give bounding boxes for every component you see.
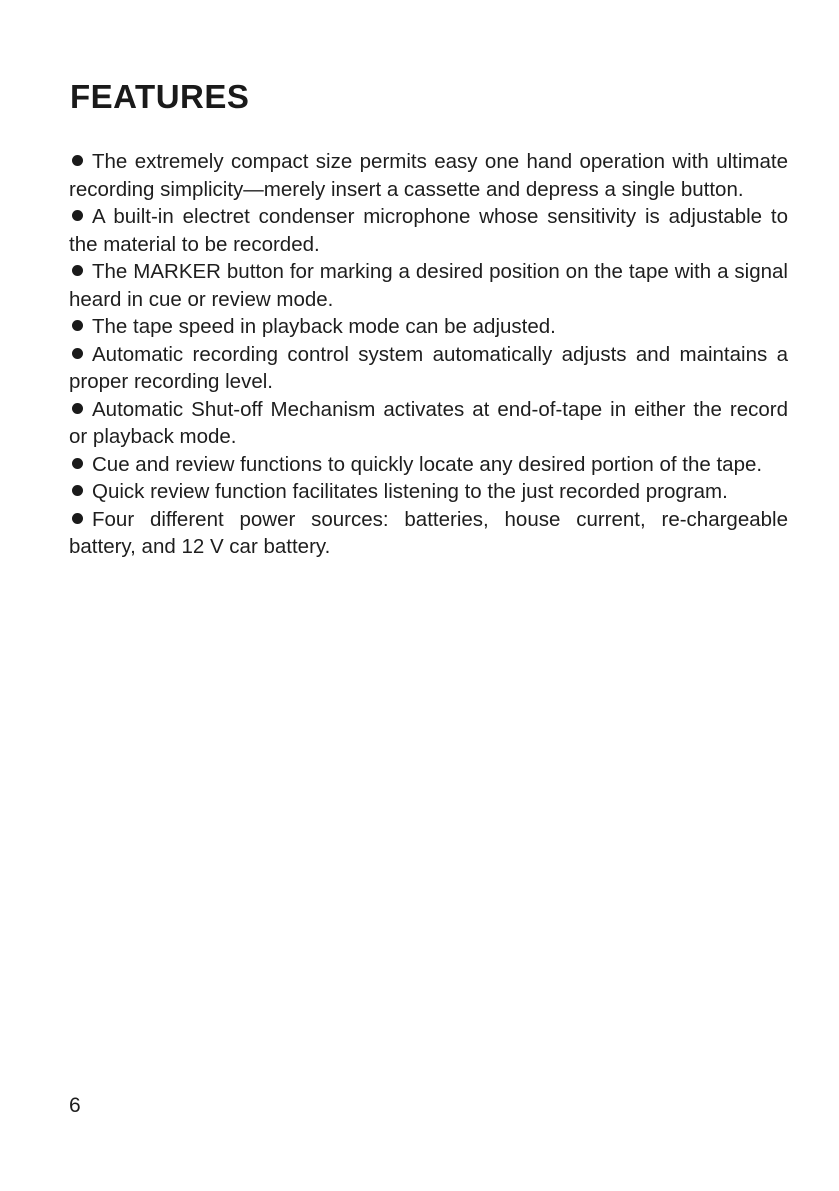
feature-text: Automatic Shut-off Mechanism activates at end-of-tape in either the record or playback mode. bbox=[69, 397, 788, 448]
list-item bbox=[69, 451, 788, 479]
list-item bbox=[69, 313, 788, 341]
feature-text: The MARKER button for marking a desired position on the tape with a signal heard in cue or review mode. bbox=[69, 260, 788, 311]
list-item bbox=[69, 478, 788, 506]
features-list bbox=[69, 148, 788, 561]
list-item bbox=[69, 258, 788, 313]
list-item bbox=[69, 148, 788, 203]
feature-text: The tape speed in playback mode can be adjusted. bbox=[92, 315, 556, 338]
bullet-icon bbox=[72, 485, 83, 496]
list-item bbox=[69, 341, 788, 396]
feature-text: Four different power sources: batteries, house current, re-chargeable battery, and 12 V car battery. bbox=[69, 507, 788, 558]
feature-text: A built-in electret condenser microphone whose sensitivity is adjustable to the material to be recorded. bbox=[69, 205, 788, 256]
list-item bbox=[69, 203, 788, 258]
bullet-icon bbox=[72, 348, 83, 359]
bullet-icon bbox=[72, 458, 83, 469]
feature-text: Cue and review functions to quickly locate any desired portion of the tape. bbox=[92, 452, 763, 476]
list-item bbox=[69, 396, 788, 451]
feature-text: Automatic recording control system automatically adjusts and maintains a proper recording level. bbox=[69, 342, 788, 393]
bullet-icon bbox=[72, 320, 83, 331]
list-item bbox=[69, 506, 788, 561]
feature-text: The extremely compact size permits easy one hand operation with ultimate recording simplicity—merely insert a cassette and depress a single button. bbox=[69, 150, 788, 201]
feature-text: Quick review function facilitates listening to the just recorded program. bbox=[92, 480, 728, 503]
page-number: 6 bbox=[69, 1094, 81, 1117]
page-title: FEATURES bbox=[70, 78, 250, 115]
bullet-icon bbox=[72, 403, 83, 414]
bullet-icon bbox=[72, 210, 83, 221]
bullet-icon bbox=[72, 265, 83, 276]
bullet-icon bbox=[72, 513, 83, 524]
bullet-icon bbox=[72, 155, 83, 166]
